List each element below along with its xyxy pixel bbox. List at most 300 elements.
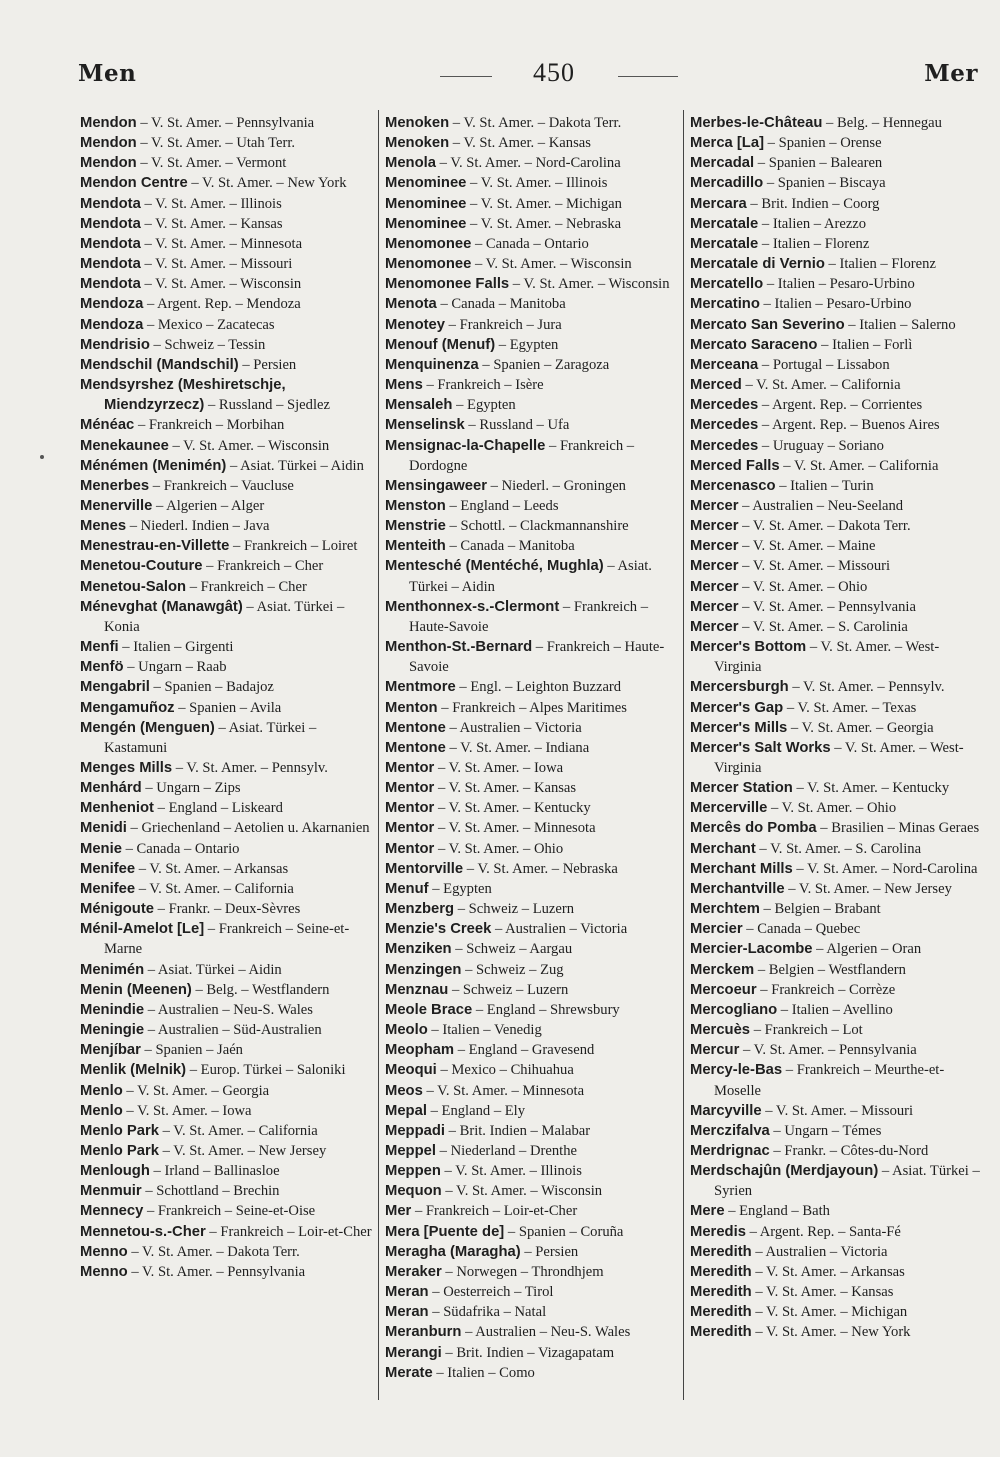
entry-location: – Argent. Rep. – Mendoza: [143, 296, 301, 313]
gazetteer-entry: [80, 839, 373, 859]
entry-headword: Menznau: [385, 981, 449, 998]
gazetteer-entry: [385, 1000, 678, 1020]
entry-headword: Mendoza: [80, 316, 144, 333]
gazetteer-entry: [385, 335, 678, 355]
gazetteer-entry: [385, 214, 678, 234]
page-header: [78, 56, 978, 96]
gazetteer-entry: [385, 315, 678, 335]
entry-location: – V. St. Amer. – West-Virginia: [714, 739, 964, 776]
entry-headword: Ménevghat (Manawgât): [80, 598, 243, 615]
gazetteer-entry: [80, 173, 373, 193]
gazetteer-entry: [690, 375, 980, 395]
entry-location: – Frankreich – Corrèze: [756, 981, 896, 998]
entry-headword: Meredith: [690, 1243, 752, 1260]
entry-location: – Brit. Indien – Vizagapatam: [441, 1344, 615, 1361]
entry-location: – V. St. Amer. – Kansas: [751, 1284, 894, 1301]
entry-headword: Menerville: [80, 497, 153, 514]
entry-headword: Menominee: [385, 215, 467, 232]
entry-location: – Frankreich – Morbihan: [134, 417, 285, 434]
entry-headword: Mensignac-la-Chapelle: [385, 437, 546, 454]
entry-headword: Ménémen (Menimén): [80, 457, 227, 474]
entry-headword: Merdrignac: [690, 1142, 770, 1159]
entry-location: – Uruguay – Soriano: [758, 437, 884, 454]
entry-headword: Menidi: [80, 820, 127, 837]
gazetteer-entry: [690, 556, 980, 576]
entry-location: – V. St. Amer. – Arkansas: [135, 860, 289, 877]
entry-headword: Mercer: [690, 598, 739, 615]
gazetteer-entry: [385, 1081, 678, 1101]
entry-location: – Frankreich – Meurthe-et-Moselle: [714, 1062, 945, 1099]
running-head-right: Mer: [924, 60, 978, 87]
entry-location: – Algerien – Oran: [812, 941, 922, 958]
entry-location: – Australien – Neu-S. Wales: [144, 1001, 313, 1018]
running-head-left: Men: [78, 60, 137, 87]
gazetteer-entry: [385, 1282, 678, 1302]
entry-location: – V. St. Amer. – Nebraska: [463, 860, 618, 877]
entry-headword: Menestrau-en-Villette: [80, 538, 230, 555]
entry-headword: Mercedes: [690, 437, 759, 454]
gazetteer-entry: [385, 294, 678, 314]
entry-headword: Mercer: [690, 518, 739, 535]
entry-location: – Belgien – Westflandern: [754, 961, 906, 978]
entry-location: – V. St. Amer. – Vermont: [136, 155, 287, 172]
entry-location: – V. St. Amer. – Wisconsin: [471, 256, 632, 273]
entry-location: – Spanien – Zaragoza: [478, 356, 610, 373]
entry-location: – V. St. Amer. – Texas: [783, 699, 917, 716]
entry-headword: Merate: [385, 1364, 433, 1381]
gazetteer-entry: [385, 1101, 678, 1121]
entry-location: – V. St. Amer. – Maine: [738, 538, 876, 555]
entry-location: – Brit. Indien – Malabar: [445, 1122, 591, 1139]
gazetteer-entry: [385, 839, 678, 859]
entry-location: – Frankreich – Seine-et-Marne: [104, 921, 350, 958]
margin-dot: [40, 455, 44, 459]
gazetteer-entry: [385, 1121, 678, 1141]
entry-headword: Menifee: [80, 860, 136, 877]
entry-location: – V. St. Amer. – Missouri: [761, 1102, 914, 1119]
entry-location: – Niederl. – Groningen: [486, 477, 626, 494]
entry-location: – Italien – Pesaro-Urbino: [763, 276, 915, 293]
entry-headword: Mentone: [385, 739, 446, 756]
entry-headword: Mendrisio: [80, 336, 150, 353]
gazetteer-entry: [385, 899, 678, 919]
entry-location: – Italien – Florenz: [824, 256, 936, 273]
gazetteer-entry: [385, 1201, 678, 1221]
gazetteer-entry: [385, 597, 678, 637]
entry-headword: Mercatale: [690, 235, 759, 252]
entry-location: – V. St. Amer. – Minnesota: [422, 1082, 585, 1099]
gazetteer-entry: [690, 456, 980, 476]
gazetteer-entry: [690, 133, 980, 153]
gazetteer-entry: [385, 1343, 678, 1363]
entry-headword: Meningie: [80, 1022, 145, 1039]
gazetteer-entry: [690, 173, 980, 193]
entry-headword: Mendota: [80, 195, 141, 212]
entry-location: – Belgien – Brabant: [759, 901, 881, 918]
entry-location: – V. St. Amer. – Pennsylvania: [738, 598, 916, 615]
entry-headword: Merckem: [690, 961, 755, 978]
entry-headword: Mensingaweer: [385, 477, 487, 494]
entry-location: – England – Liskeard: [153, 800, 283, 817]
entry-headword: Menzberg: [385, 901, 455, 918]
entry-location: – V. St. Amer. – Michigan: [751, 1304, 908, 1321]
entry-location: – V. St. Amer. – West-Virginia: [714, 639, 940, 676]
gazetteer-entry: [80, 1000, 373, 1020]
entry-location: – Norwegen – Throndhjem: [441, 1263, 604, 1280]
entry-headword: Menimén: [80, 961, 145, 978]
entry-headword: Menziken: [385, 941, 452, 958]
entry-headword: Menmuir: [80, 1183, 142, 1200]
entry-headword: Mercogliano: [690, 1001, 778, 1018]
gazetteer-entry: [385, 194, 678, 214]
entry-location: – Frankr. – Côtes-du-Nord: [769, 1142, 929, 1159]
entry-headword: Menlough: [80, 1163, 150, 1180]
entry-location: – V. St. Amer. – New York: [751, 1324, 911, 1341]
gazetteer-entry: [690, 113, 980, 133]
gazetteer-entry: [690, 496, 980, 516]
entry-headword: Menges Mills: [80, 760, 173, 776]
gazetteer-entry: [80, 476, 373, 496]
gazetteer-entry: [690, 1322, 980, 1342]
gazetteer-entry: [690, 1060, 980, 1100]
entry-location: – Spanien – Orense: [764, 135, 882, 152]
entry-headword: Mentor: [385, 840, 435, 857]
gazetteer-entry: [690, 1000, 980, 1020]
gazetteer-entry: [80, 375, 373, 415]
entry-headword: Menetou-Couture: [80, 558, 203, 575]
gazetteer-entry: [80, 214, 373, 234]
entry-location: – Australien – Neu-S. Wales: [461, 1324, 631, 1341]
entry-location: – Spanien – Coruña: [504, 1223, 624, 1240]
column-divider: [683, 110, 684, 1400]
entry-location: – Asiat. Türkei – Konia: [104, 598, 345, 635]
entry-headword: Menie: [80, 840, 122, 857]
entry-location: – Frankreich – Haute-Savoie: [409, 639, 665, 676]
gazetteer-entry: [80, 798, 373, 818]
entry-location: – Spanien – Balearen: [754, 155, 883, 172]
gazetteer-entry: [80, 1101, 373, 1121]
entry-location: – V. St. Amer. – Pennsylvania: [127, 1263, 306, 1280]
gazetteer-entry: [690, 1262, 980, 1282]
entry-headword: Merbes-le-Château: [690, 115, 823, 131]
entry-headword: Merchant: [690, 840, 756, 857]
gazetteer-entry: [80, 516, 373, 536]
entry-location: – Australien – Victoria: [751, 1243, 888, 1260]
entry-location: – Asiat. Türkei – Kastamuni: [104, 719, 317, 756]
gazetteer-entry: [80, 1060, 373, 1080]
entry-location: – Italien – Salerno: [844, 316, 956, 333]
entry-headword: Mercatino: [690, 296, 760, 313]
entry-headword: Mercier: [690, 921, 743, 938]
gazetteer-entry: [80, 1020, 373, 1040]
entry-location: – V. St. Amer. – Minnesota: [434, 820, 596, 837]
entry-headword: Menifee: [80, 880, 136, 897]
gazetteer-entry: [80, 960, 373, 980]
entry-location: – V. St. Amer. – S. Carolinia: [738, 618, 908, 635]
entry-headword: Menselinsk: [385, 417, 465, 434]
entry-headword: Mercer's Bottom: [690, 639, 807, 656]
entry-location: – Ungarn – Zips: [141, 780, 241, 797]
entry-headword: Mentor: [385, 820, 435, 837]
gazetteer-entry: [385, 436, 678, 476]
entry-headword: Mercatale di Vernio: [690, 256, 825, 273]
entry-headword: Mennetou-s.-Cher: [80, 1223, 206, 1240]
entry-location: – Oesterreich – Tirol: [428, 1284, 554, 1301]
entry-headword: Meran: [385, 1284, 429, 1301]
entry-location: – Schottland – Brechin: [141, 1183, 280, 1200]
gazetteer-entry: [80, 899, 373, 919]
entry-location: – Frankreich – Loir-et-Cher: [205, 1223, 372, 1240]
gazetteer-entry: [385, 153, 678, 173]
entry-headword: Mendon: [80, 115, 137, 131]
gazetteer-entry: [385, 395, 678, 415]
entry-headword: Meredith: [690, 1304, 752, 1321]
entry-headword: Meragha (Maragha): [385, 1243, 521, 1260]
entry-location: – V. St. Amer. – Kansas: [449, 135, 591, 152]
entry-location: – Canada – Ontario: [121, 840, 240, 857]
gazetteer-entry: [690, 254, 980, 274]
entry-location: – Algerien – Alger: [152, 497, 265, 514]
entry-headword: Mercedes: [690, 417, 759, 434]
entry-headword: Mensaleh: [385, 397, 453, 414]
gazetteer-entry: [690, 315, 980, 335]
entry-headword: Merceana: [690, 356, 759, 373]
entry-location: – Frankreich – Loir-et-Cher: [411, 1203, 578, 1220]
entry-location: – V. St. Amer. – California: [741, 377, 901, 394]
gazetteer-entry: [80, 436, 373, 456]
entry-location: – Ungarn – Raab: [123, 659, 227, 676]
entry-location: – V. St. Amer. – Utah Terr.: [136, 135, 296, 152]
entry-location: – Italien – Girgenti: [118, 639, 234, 656]
gazetteer-entry: [80, 758, 373, 778]
gazetteer-entry: [80, 153, 373, 173]
gazetteer-entry: [80, 1141, 373, 1161]
entry-location: – V. St. Amer. – Kentucky: [792, 780, 950, 797]
gazetteer-entry: [80, 456, 373, 476]
entry-headword: Menerbes: [80, 477, 150, 494]
entry-headword: Menoken: [385, 115, 450, 131]
header-rule-left: [440, 76, 492, 77]
entry-location: – V. St. Amer. – Michigan: [466, 195, 622, 212]
entry-headword: Mere: [690, 1203, 725, 1220]
gazetteer-entry: [385, 274, 678, 294]
entry-location: – Egypten: [452, 397, 516, 414]
entry-location: – Russland – Sjedlez: [204, 397, 330, 414]
gazetteer-entry: [385, 1020, 678, 1040]
entry-location: – V. St. Amer. – Ohio: [738, 578, 868, 595]
entry-headword: Merchtem: [690, 901, 760, 918]
gazetteer-entry: [80, 133, 373, 153]
entry-headword: Merca [La]: [690, 135, 765, 152]
entry-location: – Schweiz – Aargau: [451, 941, 573, 958]
entry-headword: Mercadillo: [690, 175, 764, 192]
entry-location: – Argent. Rep. – Corrientes: [758, 397, 923, 414]
gazetteer-entry: [385, 698, 678, 718]
entry-location: – Italien – Venedig: [427, 1022, 542, 1039]
gazetteer-entry: [80, 335, 373, 355]
entry-location: – V. St. Amer. – Kentucky: [434, 800, 591, 817]
entry-location: – V. St. Amer. – Arkansas: [751, 1263, 905, 1280]
entry-location: – Italien – Arezzo: [758, 215, 867, 232]
entry-location: – V. St. Amer. – California: [135, 880, 294, 897]
entry-headword: Mercês do Pomba: [690, 820, 817, 837]
gazetteer-entry: [690, 1040, 980, 1060]
column-1: [80, 113, 373, 1397]
entry-location: – V. St. Amer. – Missouri: [140, 256, 293, 273]
gazetteer-entry: [690, 476, 980, 496]
entry-location: – V. St. Amer. – Pennsylv.: [172, 760, 328, 776]
gazetteer-entry: [690, 415, 980, 435]
gazetteer-entry: [690, 294, 980, 314]
entry-location: – V. St. Amer. – Nebraska: [466, 215, 622, 232]
gazetteer-entry: [80, 677, 373, 697]
gazetteer-entry: [690, 1141, 980, 1161]
entry-headword: Menhárd: [80, 780, 142, 797]
entry-location: – V. St. Amer. – Dakota Terr.: [449, 115, 622, 131]
entry-headword: Menlo Park: [80, 1142, 159, 1159]
entry-headword: Meole Brace: [385, 1001, 473, 1018]
gazetteer-entry: [385, 939, 678, 959]
entry-location: – Persien: [238, 356, 297, 373]
entry-headword: Menlik (Melnik): [80, 1062, 187, 1079]
entry-location: – Australien – Süd-Australien: [144, 1022, 322, 1039]
entry-location: – V. St. Amer. – Kansas: [434, 780, 577, 797]
entry-headword: Marcyville: [690, 1102, 762, 1119]
gazetteer-entry: [385, 1141, 678, 1161]
gazetteer-entry: [385, 133, 678, 153]
entry-headword: Menekaunee: [80, 437, 169, 454]
entry-headword: Mercer: [690, 578, 739, 595]
gazetteer-entry: [690, 879, 980, 899]
entry-location: – V. St. Amer. – Iowa: [434, 760, 564, 776]
gazetteer-entry: [385, 1262, 678, 1282]
entry-headword: Menquinenza: [385, 356, 479, 373]
gazetteer-entry: [690, 597, 980, 617]
entry-headword: Meraker: [385, 1263, 442, 1280]
entry-location: – Australien – Neu-Seeland: [738, 497, 904, 514]
entry-headword: Menjíbar: [80, 1042, 141, 1059]
gazetteer-entry: [385, 355, 678, 375]
entry-location: – Spanien – Jaén: [140, 1042, 243, 1059]
entry-location: – V. St. Amer. – Pennsylv.: [788, 679, 945, 696]
entry-headword: Mercer: [690, 538, 739, 555]
entry-location: – Griechenland – Aetolien u. Akarnanien: [126, 820, 370, 837]
entry-headword: Menzingen: [385, 961, 462, 978]
gazetteer-entry: [385, 778, 678, 798]
entry-headword: Mendota: [80, 256, 141, 273]
entry-location: – Mexico – Zacatecas: [143, 316, 275, 333]
gazetteer-entry: [690, 1222, 980, 1242]
gazetteer-entry: [690, 677, 980, 697]
entry-headword: Menston: [385, 497, 446, 514]
entry-headword: Mercatale: [690, 215, 759, 232]
gazetteer-entry: [385, 234, 678, 254]
gazetteer-entry: [690, 1121, 980, 1141]
entry-location: – Italien – Pesaro-Urbino: [759, 296, 912, 313]
entry-location: – Schottl. – Clackmannanshire: [445, 518, 629, 535]
entry-location: – V. St. Amer. – S. Carolina: [755, 840, 922, 857]
gazetteer-entry: [385, 1242, 678, 1262]
entry-headword: Mennecy: [80, 1203, 144, 1220]
entry-headword: Mer: [385, 1203, 412, 1220]
entry-location: – Niederl. Indien – Java: [126, 518, 270, 535]
gazetteer-entry: [80, 718, 373, 758]
entry-location: – England – Bath: [724, 1203, 830, 1220]
entry-headword: Mentor: [385, 760, 435, 776]
entry-headword: Mepal: [385, 1102, 427, 1119]
entry-location: – V. St. Amer. – New Jersey: [784, 880, 952, 897]
entry-location: – Frankreich – Alpes Maritimes: [437, 699, 627, 716]
gazetteer-entry: [385, 879, 678, 899]
entry-location: – V. St. Amer. – Nord-Carolina: [435, 155, 621, 172]
entry-headword: Meranburn: [385, 1324, 462, 1341]
gazetteer-entry: [80, 113, 373, 133]
entry-location: – Belg. – Hennegau: [822, 115, 942, 131]
entry-location: – V. St. Amer. – Pennsylvania: [136, 115, 315, 131]
entry-headword: Mequon: [385, 1183, 442, 1200]
entry-headword: Menouf (Menuf): [385, 336, 496, 353]
entry-headword: Mercier-Lacombe: [690, 941, 813, 958]
entry-headword: Menuf: [385, 880, 429, 897]
entry-location: – Schweiz – Luzern: [448, 981, 569, 998]
entry-location: – V. St. Amer. – Georgia: [122, 1082, 270, 1099]
entry-headword: Mercer's Mills: [690, 719, 788, 736]
entry-headword: Merangi: [385, 1344, 442, 1361]
entry-headword: Mercedes: [690, 397, 759, 414]
gazetteer-entry: [80, 657, 373, 677]
entry-headword: Meredith: [690, 1263, 752, 1280]
entry-headword: Menno: [80, 1263, 128, 1280]
entry-location: – V. St. Amer. – Illinois: [140, 195, 282, 212]
gazetteer-entry: [385, 536, 678, 556]
gazetteer-entry: [385, 113, 678, 133]
gazetteer-entry: [80, 315, 373, 335]
entry-headword: Menteith: [385, 538, 446, 555]
entry-location: – Spanien – Badajoz: [149, 679, 274, 696]
entry-headword: Mercato Saraceno: [690, 336, 818, 353]
entry-headword: Merchant Mills: [690, 860, 793, 877]
gazetteer-entry: [385, 818, 678, 838]
entry-headword: Mercadal: [690, 155, 755, 172]
gazetteer-entry: [690, 698, 980, 718]
gazetteer-entry: [80, 1201, 373, 1221]
entry-headword: Menota: [385, 296, 437, 313]
gazetteer-entry: [385, 738, 678, 758]
gazetteer-entry: [385, 476, 678, 496]
entry-location: – Belg. – Westflandern: [191, 981, 330, 998]
entry-headword: Menindie: [80, 1001, 145, 1018]
gazetteer-entry: [690, 153, 980, 173]
entry-headword: Mercerville: [690, 800, 768, 817]
gazetteer-entry: [80, 778, 373, 798]
gazetteer-entry: [385, 254, 678, 274]
entry-location: – England – Gravesend: [454, 1042, 595, 1059]
gazetteer-entry: [80, 1181, 373, 1201]
entry-headword: Menomonee: [385, 256, 472, 273]
entry-headword: Merdschajûn (Merdjayoun): [690, 1163, 879, 1180]
entry-headword: Menominee: [385, 175, 467, 192]
gazetteer-entry: [690, 516, 980, 536]
gazetteer-entry: [385, 1161, 678, 1181]
entry-headword: Meredith: [690, 1324, 752, 1341]
entry-location: – Frankreich – Seine-et-Oise: [143, 1203, 316, 1220]
entry-location: – Egypten: [495, 336, 559, 353]
gazetteer-entry: [690, 939, 980, 959]
page-number: 450: [533, 58, 575, 87]
entry-headword: Merced: [690, 377, 742, 394]
entry-location: – Brit. Indien – Coorg: [746, 195, 880, 212]
entry-location: – Canada – Manitoba: [445, 538, 575, 555]
